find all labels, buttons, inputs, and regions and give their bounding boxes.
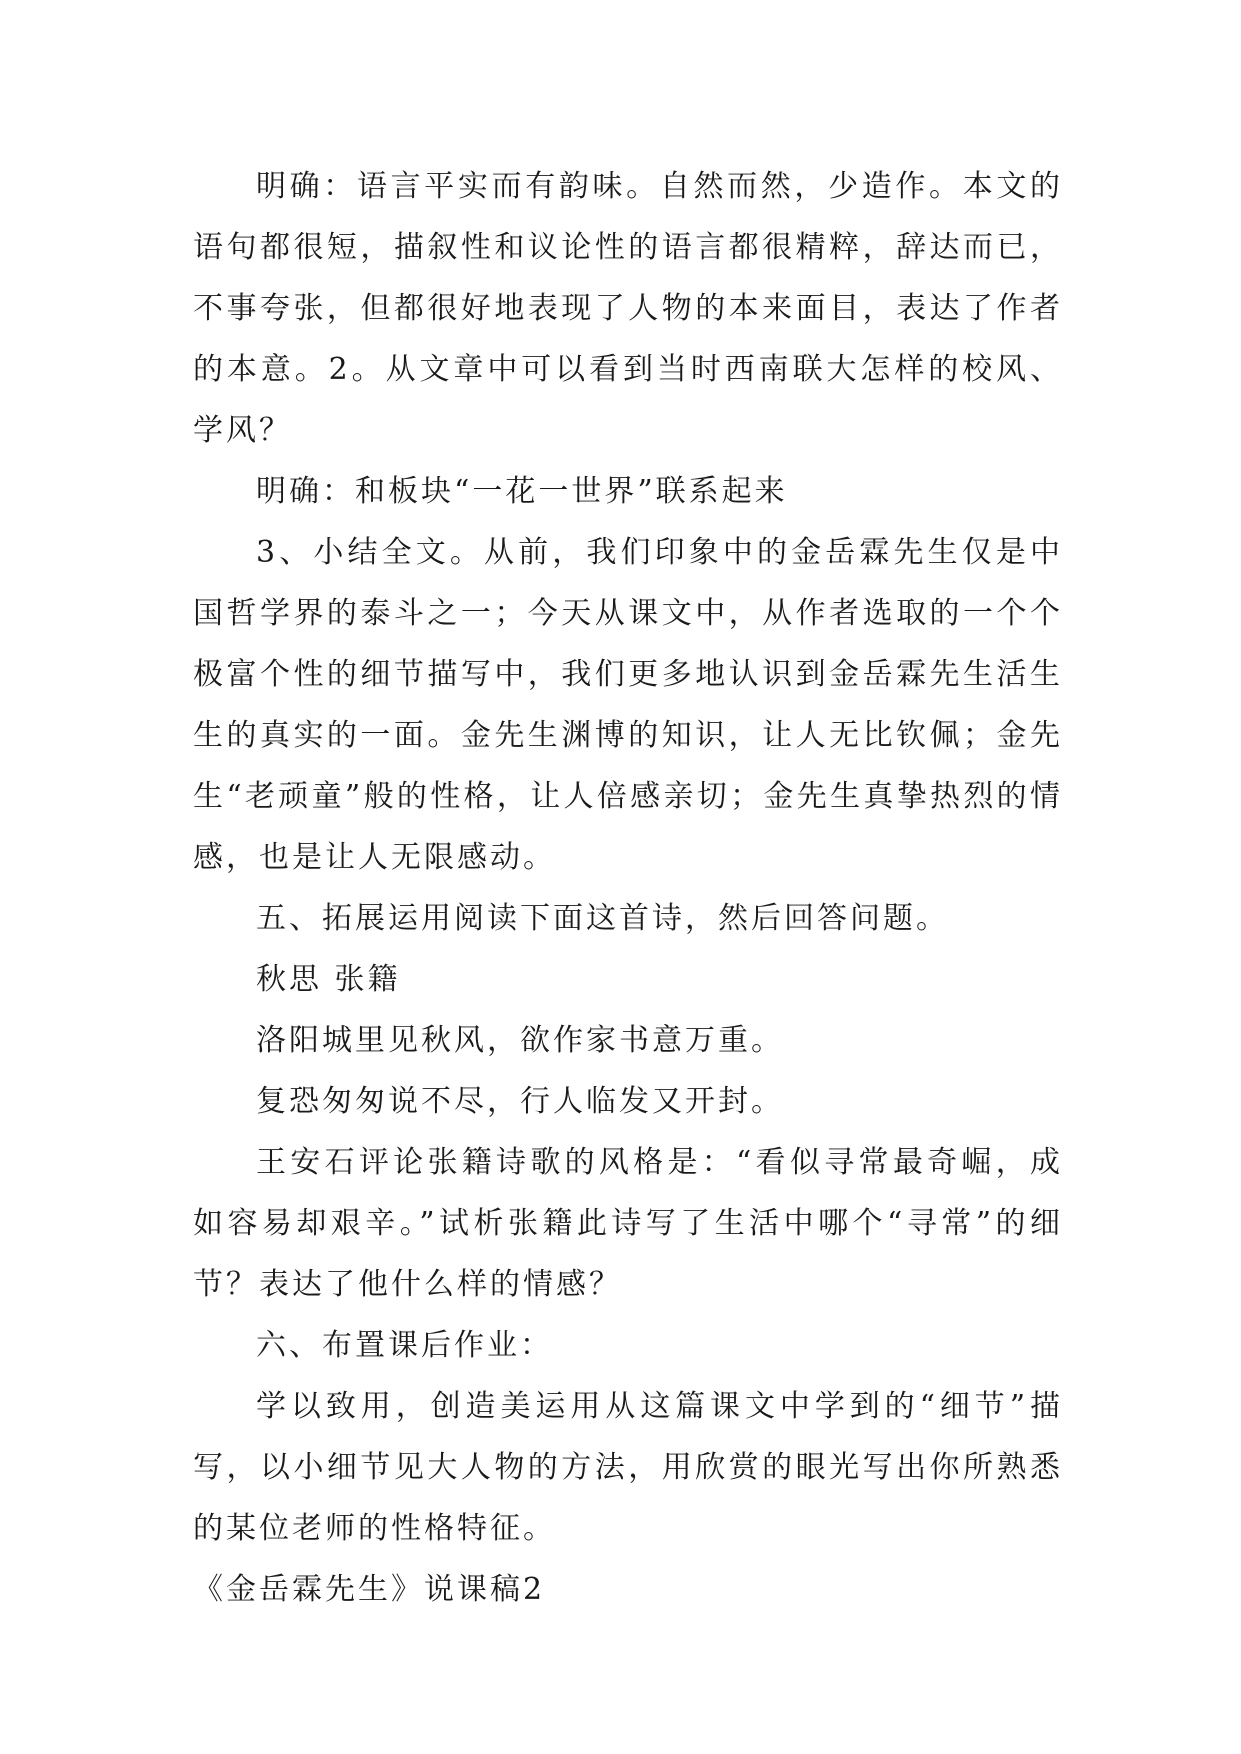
poem-line-1: 洛阳城里见秋风，欲作家书意万重。 [256,1023,784,1058]
paragraph-summary: 3、小结全文。从前，我们印象中的金岳霖先生仅是中国哲学界的泰斗之一；今天从课文中，从作者选取的一个个极富个性的细节描写中，我们更多地认识到金岳霖先生活生生的真实的一面。金先生渊博的知识，让人无比钦佩；金先生“老顽童”般的性格，让人倍感亲切；金先生真挚热烈的情感，也是让人无限感动。 [193,535,1063,875]
paragraph-language-style: 明确：语言平实而有韵味。自然而然，少造作。本文的语句都很短，描叙性和议论性的语言都很精粹，辞达而已，不事夸张，但都很好地表现了人物的本来面目，表达了作者的本意。2。从文章中可以看到当时西南联大怎样的校风、学风？ [193,169,1063,448]
paragraph-homework: 学以致用，创造美运用从这篇课文中学到的“细节”描写，以小细节见大人物的方法，用欣赏的眼光写出你所熟悉的某位老师的性格特征。 [193,1389,1063,1546]
paragraph-poem-question: 王安石评论张籍诗歌的风格是：“看似寻常最奇崛，成如容易却艰辛。”试析张籍此诗写了生活中哪个“寻常”的细节？表达了他什么样的情感？ [193,1145,1063,1302]
poem-title: 秋思 张籍 [256,962,401,997]
document-body [193,156,1063,1620]
poem-line-2: 复恐匆匆说不尽，行人临发又开封。 [256,1084,784,1119]
paragraph-homework-heading: 六、布置课后作业： [256,1328,553,1363]
section-heading: 《金岳霖先生》说课稿2 [193,1572,546,1607]
paragraph-extension-task: 五、拓展运用阅读下面这首诗，然后回答问题。 [256,901,949,936]
paragraph-clarify-link: 明确：和板块“一花一世界”联系起来 [256,474,788,509]
